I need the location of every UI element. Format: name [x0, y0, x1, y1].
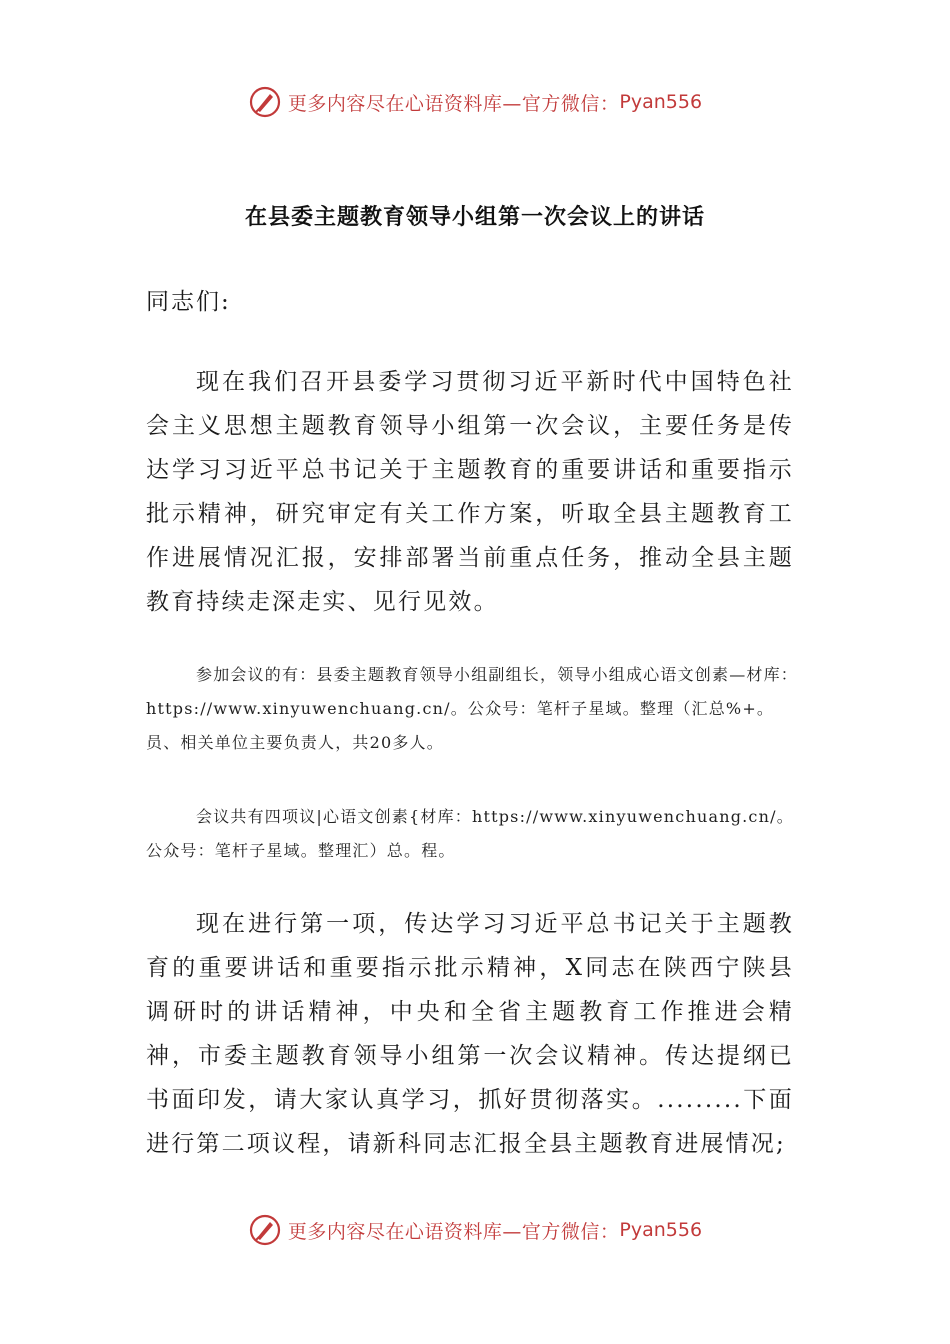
- document-title: 在县委主题教育领导小组第一次会议上的讲话: [244, 205, 705, 230]
- paragraph-agenda: 会议共有四项议|心语文创素{材库：https://www.xinyuwenchuang.cn/。公众号：笔杆子星域。整理汇）总。程。: [146, 807, 794, 860]
- banner-text: 更多内容尽在心语资料库—官方微信：: [287, 92, 620, 115]
- banner-wechat-handle: Pyan556: [619, 91, 703, 113]
- paragraph-attendees: 参加会议的有：县委主题教育领导小组副组长，领导小组成心语文创素—材库：https://www.xinyuwenchuang.cn/。公众号：笔杆子星域。整理（汇总%+。员、相关单位主要负责人，共20多人。: [146, 665, 799, 752]
- header-banner: [0, 82, 950, 122]
- salutation: 同志们:: [146, 289, 231, 315]
- quill-logo-icon: [248, 1213, 282, 1247]
- footer-banner: [0, 1210, 950, 1250]
- banner-text: 更多内容尽在心语资料库—官方微信：: [287, 1220, 620, 1243]
- banner-wechat-handle: Pyan556: [619, 1219, 703, 1241]
- paragraph-intro: 现在我们召开县委学习贯彻习近平新时代中国特色社会主义思想主题教育领导小组第一次会议，主要任务是传达学习习近平总书记关于主题教育的重要讲话和重要指示批示精神，研究审定有关工作方案，听取全县主题教育工作进展情况汇报，安排部署当前重点任务，推动全县主题教育持续走深走实、见行见效。: [146, 369, 794, 615]
- paragraph-first-item: 现在进行第一项，传达学习习近平总书记关于主题教育的重要讲话和重要指示批示精神，X同志在陕西宁陕县调研时的讲话精神，中央和全省主题教育工作推进会精神，市委主题教育领导小组第一次会议精神。传达提纲已书面印发，请大家认真学习，抓好贯彻落实。.........下面进行第二项议程，请新科同志汇报全县主题教育进展情况;: [146, 911, 794, 1157]
- quill-logo-icon: [248, 85, 282, 119]
